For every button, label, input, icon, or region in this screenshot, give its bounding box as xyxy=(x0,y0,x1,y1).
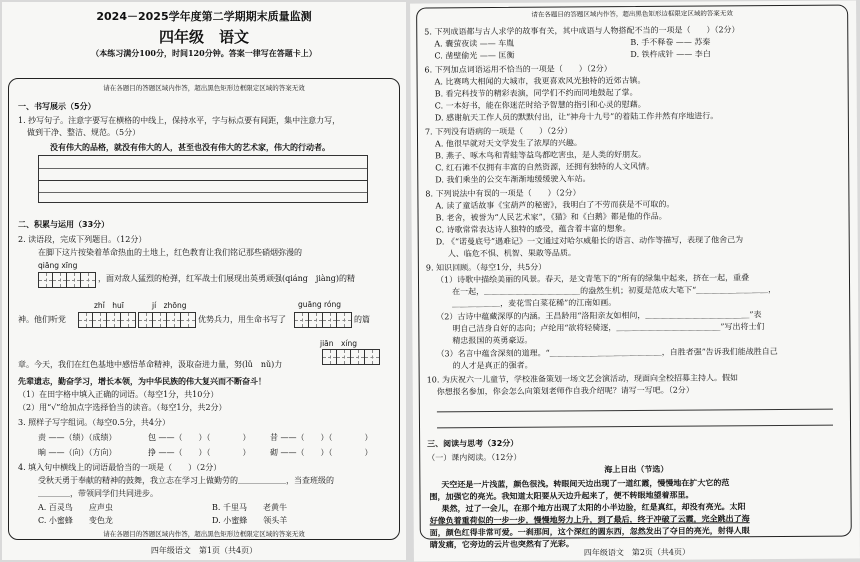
q8-option-d-line2: 人、临危不惧、机智、果敢等品质。 xyxy=(447,248,576,259)
q2-paragraph-line1: 在脚下这片按染着革命热血的土地上，红色教育让我们铭记那些硝烟弥漫的 xyxy=(38,248,302,257)
q2-blank-jianxing[interactable] xyxy=(322,349,380,365)
passage-line-4: 好像负着重荷似的一步一步，慢慢地努力上升，到了最后，终于冲破了云霞，完全跳出了海 xyxy=(429,513,750,526)
page-footer-1: 四年级语文 第1页（共4页） xyxy=(150,546,258,555)
q3-blank-bao[interactable]: 包 ——（ ）（ ） xyxy=(148,433,251,442)
q6-option-c[interactable]: C. 一本好书，能在你迷茫时给予智慧的指引和心灵的慰藉。 xyxy=(434,99,646,111)
section-1-title: 一、书写展示（5分） xyxy=(18,102,96,111)
section-2-title: 二、积累与运用（33分） xyxy=(18,220,110,229)
q5-option-a[interactable]: A. 囊萤夜读 —— 车胤 xyxy=(434,38,515,49)
pinyin-qiangxing: qiāng xīng xyxy=(38,261,78,270)
q4-option-c[interactable]: C. 小蜜蜂 变色龙 xyxy=(38,516,113,525)
exam-instruction: （本练习满分100分，时间120分钟。答案一律写在答题卡上） xyxy=(91,48,317,58)
q2-paragraph-line3b: 优势兵力，用生命书写了 xyxy=(198,315,286,324)
q2-blank-qiangxing[interactable] xyxy=(38,272,96,288)
q8-option-c[interactable]: C. 诗歌常常表达诗人独特的感受，蕴含着丰富的想象。 xyxy=(435,224,631,235)
q7-option-c[interactable]: C. 红石滩不仅拥有丰富的自然资源，还拥有独特的人文风情。 xyxy=(435,161,655,173)
section-3-title: 三、阅读与思考（32分） xyxy=(427,438,519,449)
q4-option-b[interactable]: B. 千里马 老黄牛 xyxy=(212,503,287,512)
q1-instruction-line1: 1. 抄写句子。注意字要写在横格的中线上，保持水平，字与标点要有间距，集中注意力写， xyxy=(18,116,341,125)
q9-part3-line1[interactable]: （3）名言中蕴含深刻的道理。“＿＿＿＿＿＿＿＿＿＿＿＿＿＿，自胜者强”告诉我们能战胜自己 xyxy=(436,347,778,359)
boundary-note-bottom: 请在各题目的答题区域内作答，超出黑色矩形边框限定区域的答案无效 xyxy=(103,530,305,538)
q4-sentence-line2: ＿＿＿＿，带领同学们共同进步。 xyxy=(38,489,158,498)
passage-line-5: 面，颜色红得非常可爱。一刹那间，这个深红的圆东西，忽然发出了夺目的亮光，射得人眼 xyxy=(429,525,750,538)
q9-part2-line2[interactable]: 明自己洁身自好的志向；卢纶用“欲将轻骑逐，＿＿＿＿＿＿＿＿＿＿＿＿＿”写出将士们 xyxy=(452,322,765,334)
page-footer-2: 四年级语文 第2页（共4页） xyxy=(583,547,691,558)
boundary-note-top-2: 请在各题目的答题区域内作答，超出黑色矩形边框限定区域的答案无效 xyxy=(531,9,733,19)
q7-title: 7. 下列没有语病的一项是（ ）（2分） xyxy=(424,126,573,137)
q2-paragraph-line5: 先辈遗志，勤奋学习，增长本领，为中华民族的伟大复兴而不断奋斗！ xyxy=(18,376,266,386)
q4-option-d[interactable]: D. 小蜜蜂 领头羊 xyxy=(212,516,288,525)
q9-part3-line2: 的人才是真正的强者。 xyxy=(452,360,533,371)
q3-blank-zheng[interactable]: 挣 ——（ ）（ ） xyxy=(148,448,251,457)
q9-part1-line3[interactable]: ＿＿＿＿＿＿，麦花雪白菜花稀”的江南如画。 xyxy=(452,298,617,309)
q3-blank-qi[interactable]: 砌 ——（ ）（ ） xyxy=(270,448,373,457)
q4-option-a[interactable]: A. 百灵鸟 应声虫 xyxy=(38,503,113,512)
q6-title: 6. 下列加点词语运用不恰当的一项是（ ）（2分） xyxy=(424,64,612,75)
q2-paragraph-line4: 章。今天，我们在红色基地中感悟革命精神，汲取奋进力量，努(lǔ nǔ)力 xyxy=(18,360,283,369)
q2-subquestion-1: （1）在田字格中填入正确的词语。（每空1分，共10分） xyxy=(18,390,219,399)
q9-title: 9. 知识回顾。（每空1分，共5分） xyxy=(425,262,547,273)
q4-title: 4. 填入句中横线上的词语最恰当的一项是（ ）（2分） xyxy=(18,463,222,472)
q2-blank-zhihui[interactable] xyxy=(78,312,136,328)
q9-part2-line3: 精忠报国的英勇豪迈。 xyxy=(452,335,533,346)
exam-page-2 xyxy=(410,0,860,561)
q2-subquestion-2: （2）用“√”给加点字选择恰当的读音。（每空1分，共2分） xyxy=(18,403,227,412)
exam-title: 2024－2025学年度第二学期期末质量监测 xyxy=(96,10,312,23)
pinyin-jianxing: jiān xíng xyxy=(320,339,358,348)
q9-part2-line1[interactable]: （2）古诗中蕴藏深厚的内涵。王昌龄用“洛阳亲友如相问，＿＿＿＿＿＿＿＿＿＿＿＿＿”表 xyxy=(436,310,762,322)
q9-part1-line2[interactable]: 在一起，＿＿＿＿＿＿＿＿＿＿＿＿的盎然生机；初夏是范成大笔下“＿＿＿＿＿＿＿＿＿， xyxy=(452,285,777,297)
q5-option-d[interactable]: D. 铁杵成针 —— 李白 xyxy=(630,49,711,60)
q1-sentence: 没有伟大的品格，就没有伟大的人，甚至也没有伟大的艺术家，伟大的行动者。 xyxy=(50,142,330,152)
q3-example-1: 责 ——（绩）（成绩） xyxy=(38,433,117,442)
passage-line-3: 果然，过了一会儿，在那个地方出现了太阳的小半边脸，红是真红，却没有亮光。太阳 xyxy=(441,501,746,514)
q6-option-b[interactable]: B. 看完科技节的精彩表演，同学们不约而同地鼓起了掌。 xyxy=(434,87,638,99)
pinyin-zhihui: zhǐ huī xyxy=(94,301,124,310)
q10-line1: 10. 为庆祝六一儿童节，学校准备策划一场文艺会演活动，现面向全校招募主持人。假如 xyxy=(426,373,738,385)
q10-line2: 你想报名参加，你会怎么向策划老师作自我介绍呢？请写一写吧。（2分） xyxy=(436,385,694,397)
section-3-subtitle: （一）课内阅读。（12分） xyxy=(427,452,522,463)
q8-option-a[interactable]: A. 读了童话故事《宝葫芦的秘密》，我明白了不劳而获是不可取的。 xyxy=(435,199,675,211)
q5-option-b[interactable]: B. 手不释卷 —— 苏秦 xyxy=(630,37,711,48)
passage-line-2: 围，加强它的亮光。我知道太阳要从天边升起来了，便不转眼地望着那里。 xyxy=(429,489,694,502)
q2-paragraph-line3a: 神。他们听党 xyxy=(18,315,66,324)
q3-blank-xi[interactable]: 昔 ——（ ）（ ） xyxy=(270,433,373,442)
q8-title: 8. 下列说法中有误的一项是（ ）（2分） xyxy=(425,188,581,199)
q9-part1-line1: （1）诗歌中描绘美丽的风景。春天，是文青笔下的“所有的绿集中起来，挤在一起，重叠 xyxy=(435,273,750,285)
q5-option-c[interactable]: C. 凿壁偷光 —— 匡衡 xyxy=(434,50,515,61)
q2-paragraph-line3c: 的篇 xyxy=(354,315,370,324)
q3-title: 3. 照样子写字组词。（每空0.5分，共4分） xyxy=(18,418,170,427)
q1-instruction-line2: 做到干净、整洁、规范。（5分） xyxy=(27,128,141,137)
q6-option-d[interactable]: D. 感谢航天工作人员的默默付出，让“神舟十九号”的着陆工作井然有序地进行。 xyxy=(434,111,719,123)
pinyin-jizhong: jí zhōng xyxy=(152,301,187,310)
passage-line-1: 天空还是一片浅蓝，颜色很浅。转眼间天边出现了一道红霞，慢慢地在扩大它的范 xyxy=(441,477,730,490)
exam-subject: 四年级 语文 xyxy=(158,28,249,46)
q8-option-b[interactable]: B. 老舍，被誉为“人民艺术家”，《猫》和《白鹅》都是他的作品。 xyxy=(435,211,667,223)
q6-option-a[interactable]: A. 比赛鸣大相闻的大城市，我更喜欢风光独特的近郊古镇。 xyxy=(434,75,646,87)
q3-example-2: 晌 ——（向）（方向） xyxy=(38,448,117,457)
boundary-note-top: 请在各题目的答题区域内作答，超出黑色矩形边框限定区域的答案无效 xyxy=(103,84,305,92)
q2-blank-jizhong[interactable] xyxy=(138,312,196,328)
q7-option-b[interactable]: B. 燕子、啄木鸟和青蛙等益鸟都吃害虫，是人类的好朋友。 xyxy=(435,149,647,161)
q7-option-d[interactable]: D. 我们乘坐的公交车渐渐地缓缓驶入车站。 xyxy=(435,174,591,185)
q2-blank-guangrong[interactable] xyxy=(294,312,352,328)
q2-paragraph-line2: ，面对敌人猛烈的枪弹，红军战士们展现出英勇顽强(qiáng jiàng)的精 xyxy=(98,274,356,283)
passage-title: 海上日出（节选） xyxy=(604,464,669,475)
passage-line-6: 睛发痛，它旁边的云片也突然有了光彩。 xyxy=(429,538,574,550)
q4-sentence-line1: 受秋天勇于奉献的精神的鼓舞，我立志在学习上做勤劳的＿＿＿＿＿＿，当查班级的 xyxy=(38,476,334,485)
q2-title: 2. 读语段，完成下列题目。（12分） xyxy=(18,235,147,244)
exam-page-1 xyxy=(2,2,406,560)
q5-title: 5. 下列成语都与古人求学的故事有关，其中成语与人物搭配不当的一项是（ ）（2分） xyxy=(424,25,740,37)
q1-writing-box[interactable] xyxy=(38,155,368,203)
q8-option-d-line1[interactable]: D. 《“诺曼底号”遇难记》一文通过对哈尔威船长的语言、动作等描写，表现了他舍己为 xyxy=(435,235,744,247)
pinyin-guangrong: guāng róng xyxy=(298,300,342,309)
q7-option-a[interactable]: A. 他很早就对天文学发生了浓厚的兴趣。 xyxy=(435,138,582,149)
